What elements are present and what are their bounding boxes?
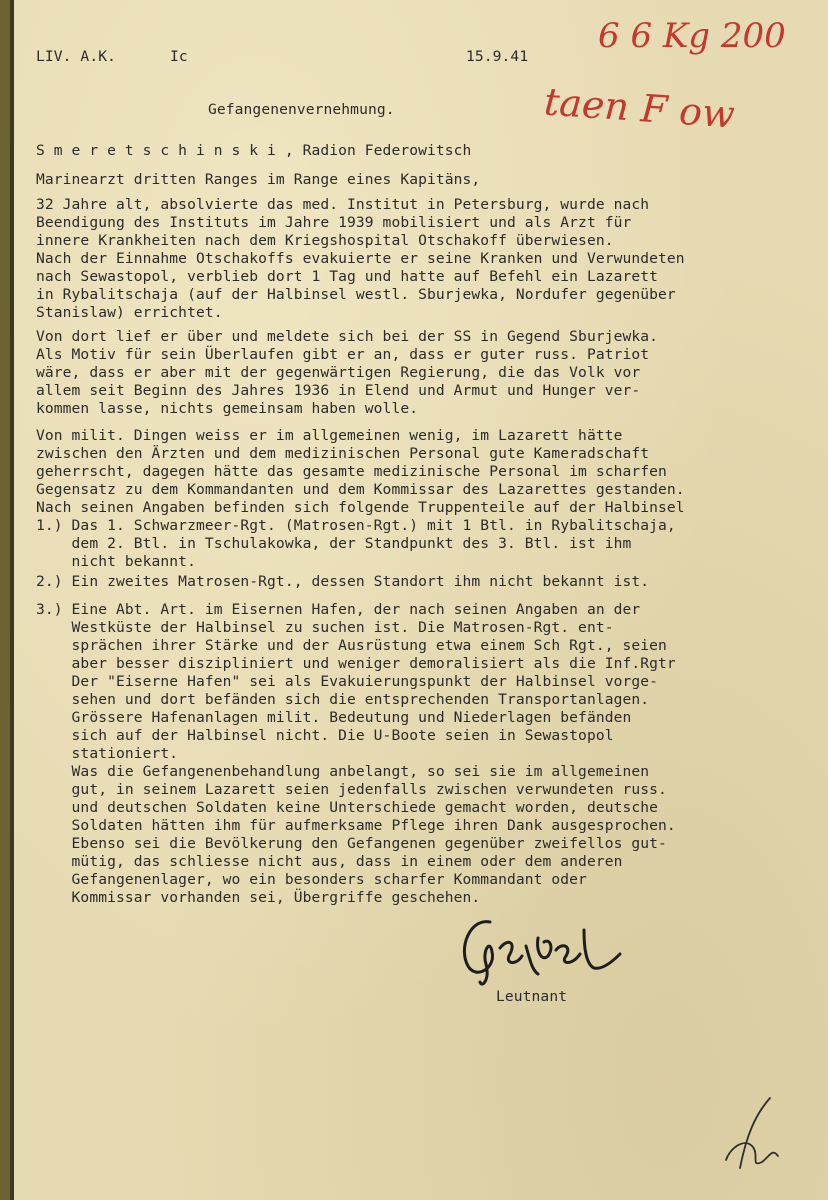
text-line: sehen und dort befänden sich die entsprechenden Transportanlagen.: [36, 691, 650, 708]
annotation-second: taen F ow: [542, 79, 737, 137]
paragraph-item-3: [36, 601, 676, 907]
text-line: 3.) Eine Abt. Art. im Eisernen Hafen, der nach seinen Angaben an der: [36, 601, 641, 618]
text-line: kommen lasse, nichts gemeinsam haben wolle.: [36, 400, 419, 417]
text-line: und deutschen Soldaten keine Unterschiede gemacht worden, deutsche: [36, 799, 659, 816]
document-title: Gefangenenvernehmung.: [208, 101, 395, 118]
text-line: nach Sewastopol, verblieb dort 1 Tag und hatte auf Befehl ein Lazarett: [36, 268, 659, 285]
text-line: Westküste der Halbinsel zu suchen ist. Die Matrosen-Rgt. ent-: [36, 619, 614, 636]
text-line: Als Motiv für sein Überlaufen gibt er an, dass er guter russ. Patriot: [36, 346, 650, 363]
paragraph-military: [36, 427, 685, 571]
text-line: aber besser diszipliniert und weniger demoralisiert als die Inf.Rgtr: [36, 655, 676, 672]
text-line: Ebenso sei die Bevölkerung den Gefangenen gegenüber zweifellos gut-: [36, 835, 667, 852]
text-line: innere Krankheiten nach dem Kriegshospital Otschakoff überwiesen.: [36, 232, 614, 249]
text-line: Nach der Einnahme Otschakoffs evakuierte er seine Kranken und Verwundeten: [36, 250, 685, 267]
signature-rank: Leutnant: [496, 988, 568, 1005]
text-line: Was die Gefangenenbehandlung anbelangt, so sei sie im allgemeinen: [36, 763, 650, 780]
text-line: Nach seinen Angaben befinden sich folgende Truppenteile auf der Halbinsel: [36, 499, 685, 516]
text-line: Stanislaw) errichtet.: [36, 304, 223, 321]
initials-image: [674, 1090, 794, 1190]
text-line: stationiert.: [36, 745, 179, 762]
paragraph-biography: [36, 196, 685, 322]
text-line: sprächen ihrer Stärke und der Ausrüstung etwa einem Sch Rgt., seien: [36, 637, 667, 654]
text-line: Grössere Hafenanlagen milit. Bedeutung und Niederlagen befänden: [36, 709, 632, 726]
text-line: zwischen den Ärzten und dem medizinischen Personal gute Kameradschaft: [36, 445, 650, 462]
text-line: Beendigung des Instituts im Jahre 1939 mobilisiert und als Arzt für: [36, 214, 632, 231]
text-line: allem seit Beginn des Jahres 1936 in Elend und Armut und Hunger ver-: [36, 382, 641, 399]
text-line: nicht bekannt.: [36, 553, 196, 570]
text-line: geherrscht, dagegen hätte das gesamte medizinische Personal im scharfen: [36, 463, 667, 480]
subject-rank: Marinearzt dritten Ranges im Range eines Kapitäns,: [36, 171, 481, 188]
text-line: sich auf der Halbinsel nicht. Die U-Boote seien in Sewastopol: [36, 727, 614, 744]
text-line: Gefangenenlager, wo ein besonders scharfer Kommandant oder: [36, 871, 587, 888]
document-page: [14, 0, 828, 1200]
text-line: Gegensatz zu dem Kommandanten und dem Kommissar des Lazarettes gestanden.: [36, 481, 685, 498]
annotation-top-right: 6 6 Kg 200: [598, 16, 786, 56]
text-line: in Rybalitschaja (auf der Halbinsel westl. Sburjewka, Nordufer gegenüber: [36, 286, 676, 303]
text-line: gut, in seinem Lazarett seien jedenfalls zwischen verwundeten russ.: [36, 781, 667, 798]
text-line: Von dort lief er über und meldete sich bei der SS in Gegend Sburjewka.: [36, 328, 659, 345]
text-line: Der "Eiserne Hafen" sei als Evakuierungspunkt der Halbinsel vorge-: [36, 673, 659, 690]
text-line: wäre, dass er aber mit der gegenwärtigen Regierung, die das Volk vor: [36, 364, 641, 381]
text-line: 2.) Ein zweites Matrosen-Rgt., dessen Standort ihm nicht bekannt ist.: [36, 573, 650, 590]
signature-image: [452, 908, 652, 988]
text-line: Von milit. Dingen weiss er im allgemeinen wenig, im Lazarett hätte: [36, 427, 623, 444]
text-line: Soldaten hätten ihm für aufmerksame Pflege ihren Dank ausgesprochen.: [36, 817, 676, 834]
subject-name: S m e r e t s c h i n s k i , Radion Federowitsch: [36, 142, 472, 159]
text-line: Kommissar vorhanden sei, Übergriffe geschehen.: [36, 889, 481, 906]
paragraph-item-2: [36, 573, 649, 591]
signature-scribble-icon: [452, 908, 652, 988]
header-unit: LIV. A.K.: [36, 48, 116, 65]
paragraph-motive: [36, 328, 658, 418]
text-line: mütig, das schliesse nicht aus, dass in einem oder dem anderen: [36, 853, 623, 870]
text-line: dem 2. Btl. in Tschulakowka, der Standpunkt des 3. Btl. ist ihm: [36, 535, 632, 552]
text-line: 32 Jahre alt, absolvierte das med. Institut in Petersburg, wurde nach: [36, 196, 650, 213]
header-date: 15.9.41: [466, 48, 529, 65]
initials-scribble-icon: [674, 1090, 794, 1190]
header-section: Ic: [170, 48, 188, 65]
text-line: 1.) Das 1. Schwarzmeer-Rgt. (Matrosen-Rgt.) mit 1 Btl. in Rybalitschaja,: [36, 517, 676, 534]
